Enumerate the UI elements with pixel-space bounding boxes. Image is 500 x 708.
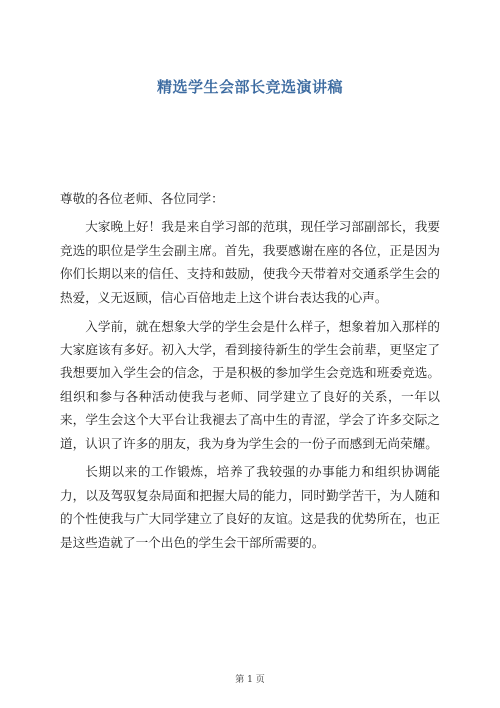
document-body [60,187,440,560]
page-number: 第 1 页 [235,675,265,685]
paragraph-2: 入学前，就在想象大学的学生会是什么样子，想象着加入那样的大家庭该有多好。初入大学，看到接待新生的学生会前辈，更坚定了我想要加入学生会的信念，于是积极的参加学生会竞选和班委竞选。组织和参与各种活动使我与老师、同学建立了良好的关系，一年以来，学生会这个大平台让我褪去了高中生的青涩，学会了许多交际之道，认识了许多的朋友，我为身为学生会的一份子而感到无尚荣耀。 [60,318,440,451]
salutation: 尊敬的各位老师、各位同学： [60,191,224,206]
paragraph-1: 大家晚上好！我是来自学习部的范琪，现任学习部副部长，我要竞选的职位是学生会副主席。首先，我要感谢在座的各位，正是因为你们长期以来的信任、支持和鼓励，使我今天带着对交通系学生会的热爱，义无返顾，信心百倍地走上这个讲台表达我的心声。 [60,219,440,305]
document-title: 精选学生会部长竞选演讲稿 [156,78,343,96]
paragraph-3: 长期以来的工作锻炼，培养了我较强的办事能力和组织协调能力，以及驾驭复杂局面和把握大局的能力，同时勤学苦干，为人随和的个性使我与广大同学建立了良好的友谊。这是我的优势所在，也正是这些造就了一个出色的学生会干部所需要的。 [60,464,440,550]
